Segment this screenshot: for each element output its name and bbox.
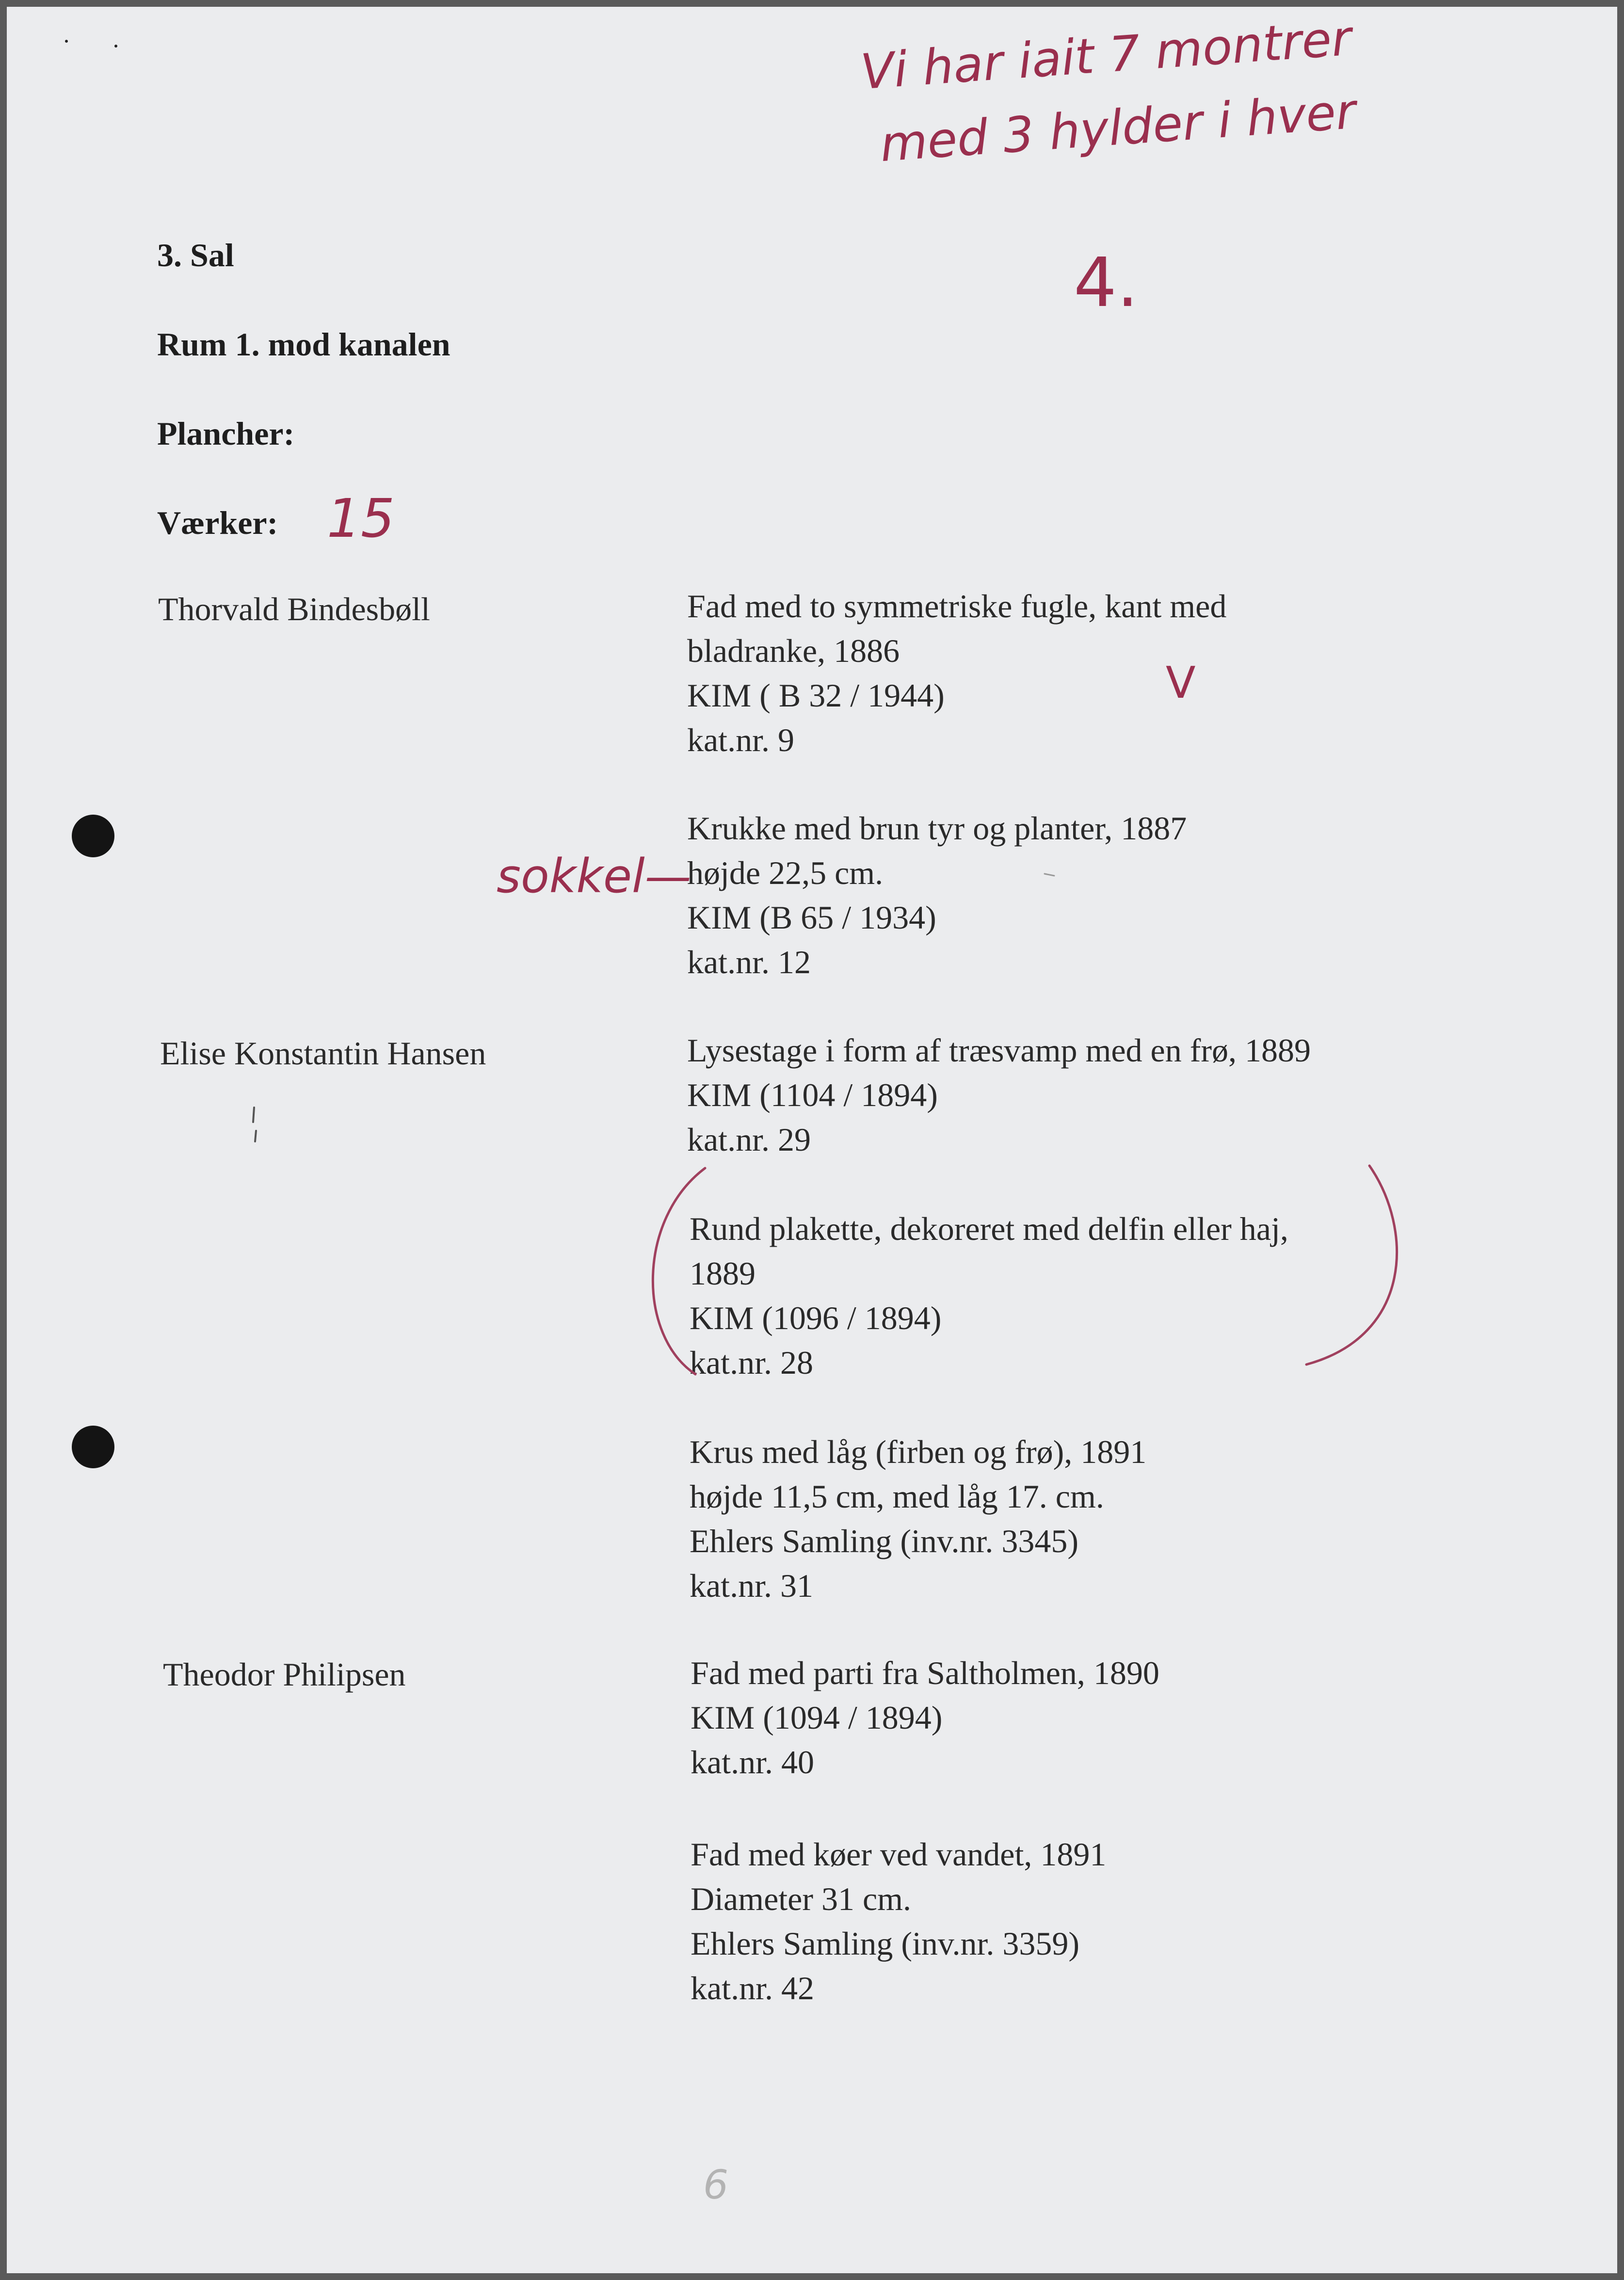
work-line: kat.nr. 40 bbox=[691, 1744, 814, 1781]
work-line: Ehlers Samling (inv.nr. 3359) bbox=[691, 1925, 1080, 1962]
work-line: Ehlers Samling (inv.nr. 3345) bbox=[690, 1523, 1079, 1559]
work-line: højde 11,5 cm, med låg 17. cm. bbox=[690, 1478, 1104, 1515]
work-line: kat.nr. 42 bbox=[691, 1970, 814, 2007]
work-line: kat.nr. 28 bbox=[690, 1344, 813, 1381]
handwritten-note-line2: med 3 hylder i hver bbox=[878, 82, 1358, 173]
handwritten-sokkel-note: sokkel— bbox=[497, 849, 691, 903]
work-line: kat.nr. 9 bbox=[687, 722, 794, 758]
artist-name: Elise Konstantin Hansen bbox=[160, 1035, 486, 1072]
speck-mark bbox=[65, 40, 68, 43]
work-entry bbox=[687, 806, 1444, 984]
work-entry bbox=[687, 584, 1444, 762]
floor-heading: 3. Sal bbox=[157, 237, 234, 273]
work-line: kat.nr. 12 bbox=[687, 944, 811, 980]
punch-hole bbox=[72, 1426, 114, 1468]
work-entry bbox=[691, 1832, 1447, 2010]
work-line: kat.nr. 31 bbox=[690, 1567, 813, 1604]
work-line: højde 22,5 cm. bbox=[687, 854, 884, 891]
handwritten-page-number: 6 bbox=[703, 2162, 729, 2208]
work-entry bbox=[690, 1429, 1446, 1608]
artist-name: Thorvald Bindesbøll bbox=[158, 591, 430, 627]
work-entry bbox=[690, 1206, 1446, 1385]
work-line: Krukke med brun tyr og planter, 1887 bbox=[687, 810, 1187, 847]
vaerker-heading: Værker: bbox=[157, 504, 278, 541]
work-line: 1889 bbox=[690, 1255, 756, 1292]
artist-name: Theodor Philipsen bbox=[163, 1656, 406, 1693]
handwritten-vaerker-count: 15 bbox=[327, 487, 395, 549]
document-page bbox=[7, 7, 1617, 2273]
punch-hole bbox=[72, 815, 114, 857]
work-line: Fad med køer ved vandet, 1891 bbox=[691, 1836, 1107, 1873]
work-entry bbox=[687, 1028, 1444, 1162]
work-line: KIM ( B 32 / 1944) bbox=[687, 677, 945, 714]
work-line: Fad med to symmetriske fugle, kant med bbox=[687, 588, 1227, 625]
work-line: Fad med parti fra Saltholmen, 1890 bbox=[691, 1654, 1159, 1691]
speck-mark bbox=[114, 45, 117, 48]
handwritten-sheet-number: 4. bbox=[1074, 243, 1139, 322]
work-line: KIM (1094 / 1894) bbox=[691, 1699, 943, 1736]
work-line: bladranke, 1886 bbox=[687, 632, 900, 669]
room-heading: Rum 1. mod kanalen bbox=[157, 326, 450, 363]
work-line: Krus med låg (firben og frø), 1891 bbox=[690, 1433, 1147, 1470]
handwritten-note-line1: Vi har iait 7 montrer bbox=[859, 9, 1353, 101]
work-line: Lysestage i form af træsvamp med en frø, 1889 bbox=[687, 1032, 1311, 1069]
handwritten-checkmark: V bbox=[1166, 658, 1196, 708]
work-line: KIM (1104 / 1894) bbox=[687, 1076, 938, 1113]
work-line: KIM (B 65 / 1934) bbox=[687, 899, 936, 936]
work-line: kat.nr. 29 bbox=[687, 1121, 811, 1158]
work-line: Diameter 31 cm. bbox=[691, 1880, 912, 1917]
work-line: Rund plakette, dekoreret med delfin eller haj, bbox=[690, 1210, 1288, 1247]
work-line: KIM (1096 / 1894) bbox=[690, 1300, 942, 1336]
plancher-heading: Plancher: bbox=[157, 415, 295, 452]
work-entry bbox=[691, 1651, 1447, 1784]
